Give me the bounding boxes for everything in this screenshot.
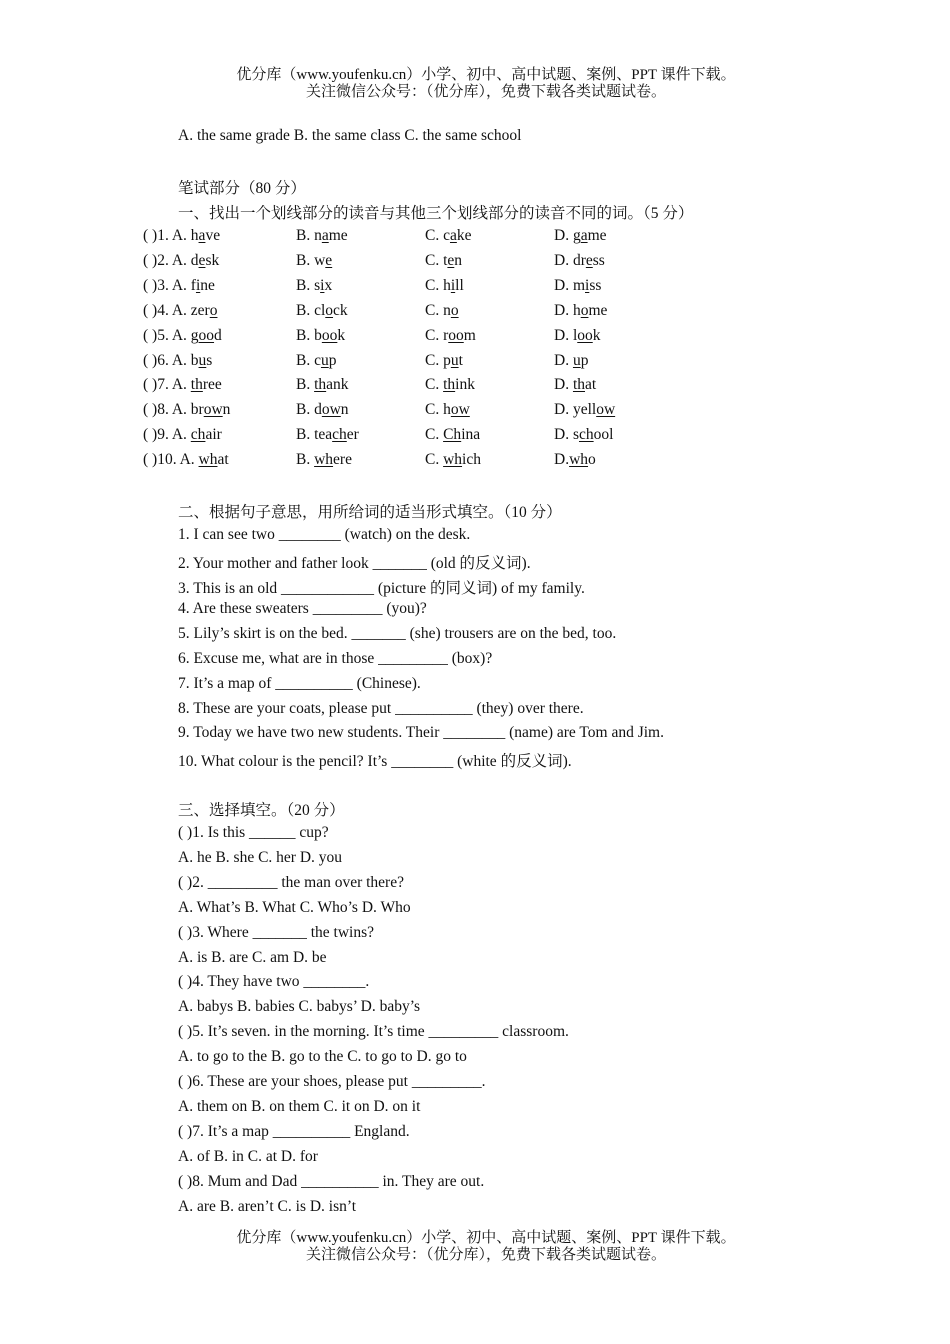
option-cell: D.who — [554, 451, 596, 469]
section1-title: 一、找出一个划线部分的读音与其他三个划线部分的读音不同的词。（5 分） — [178, 205, 694, 222]
underlined-segment: u — [320, 351, 329, 369]
question-row — [143, 302, 843, 326]
fill-in-item: 2. Your mother and father look _______ (old 的反义词). — [178, 554, 531, 572]
question-row — [143, 252, 843, 276]
fill-in-item: 9. Today we have two new students. Their ________ (name) are Tom and Jim. — [178, 724, 664, 742]
question-row — [143, 277, 843, 301]
header-line-2: 关注微信公众号：（优分库），免费下载各类试题试卷。 — [305, 84, 666, 100]
option-cell: D. game — [554, 227, 607, 244]
option-cell: C. cake — [425, 227, 472, 244]
option-cell: D. home — [554, 301, 608, 319]
option-cell: C. no — [425, 301, 459, 319]
option-cell: ( )1. A. have — [143, 227, 221, 244]
option-cell: D. up — [554, 351, 589, 369]
underlined-segment: i — [195, 276, 201, 294]
question-row — [143, 451, 843, 475]
fill-in-item: 8. These are your coats, please put __________ (they) over there. — [178, 699, 584, 717]
underlined-segment: e — [447, 251, 455, 269]
underlined-segment: wh — [569, 451, 589, 469]
option-cell: C. which — [425, 451, 481, 469]
choice-options: A. What’s B. What C. Who’s D. Who — [178, 898, 411, 916]
option-cell: C. how — [425, 401, 470, 419]
page-footer — [0, 1230, 950, 1264]
underlined-segment: u — [198, 351, 207, 369]
choice-options: A. he B. she C. her D. you — [178, 848, 343, 866]
fill-in-item: 4. Are these sweaters _________ (you)? — [178, 600, 427, 618]
underlined-segment: a — [321, 227, 329, 244]
underlined-segment: ow — [203, 401, 223, 419]
option-cell: B. thank — [296, 376, 349, 394]
option-cell: B. name — [296, 227, 348, 244]
underlined-segment: th — [443, 376, 456, 394]
option-cell: B. book — [296, 326, 346, 344]
option-cell: D. that — [554, 376, 597, 394]
option-cell: D. dress — [554, 251, 605, 269]
underlined-segment: o — [450, 301, 459, 319]
underlined-segment: ow — [321, 401, 341, 419]
choice-question: ( )3. Where _______ the twins? — [178, 923, 374, 941]
fill-in-item: 5. Lily’s skirt is on the bed. _______ (she) trousers are on the bed, too. — [178, 625, 617, 643]
option-cell: B. cup — [296, 351, 337, 369]
choice-question: ( )8. Mum and Dad __________ in. They are out. — [178, 1172, 485, 1190]
written-part-title: 笔试部分（80 分） — [178, 180, 306, 197]
underlined-segment: oo — [321, 326, 338, 344]
option-cell: D. look — [554, 326, 601, 344]
option-cell: ( )4. A. zero — [143, 301, 218, 319]
question-row — [143, 426, 843, 450]
underlined-segment: e — [198, 251, 206, 269]
question-row — [143, 401, 843, 425]
section2-title: 二、根据句子意思，用所给词的适当形式填空。（10 分） — [178, 504, 562, 521]
option-cell: ( )7. A. three — [143, 376, 222, 394]
underlined-segment: oo — [577, 326, 593, 344]
choice-question: ( )2. _________ the man over there? — [178, 873, 404, 891]
underlined-segment: a — [449, 227, 457, 244]
underlined-segment: i — [450, 276, 456, 294]
choice-question: ( )6. These are your shoes, please put _________. — [178, 1073, 486, 1090]
underlined-segment: i — [320, 276, 325, 294]
choice-options: A. babys B. babies C. babys’ D. baby’s — [178, 998, 421, 1016]
underlined-segment: o — [325, 301, 334, 319]
underlined-segment: o — [209, 301, 218, 319]
option-cell: B. clock — [296, 301, 348, 319]
underlined-segment: Ch — [443, 426, 462, 444]
fill-in-item: 1. I can see two ________ (watch) on the desk. — [178, 526, 471, 543]
option-cell: B. where — [296, 451, 352, 469]
page-header — [0, 67, 950, 101]
option-cell: ( )2. A. desk — [143, 251, 220, 269]
option-cell: ( )8. A. brown — [143, 401, 231, 419]
underlined-segment: ow — [596, 401, 616, 419]
option-cell: ( )9. A. chair — [143, 426, 222, 444]
underlined-segment: oo — [198, 326, 215, 344]
underlined-segment: th — [314, 376, 327, 394]
fill-in-item: 10. What colour is the pencil? It’s ________ (white 的反义词). — [178, 753, 572, 771]
option-cell: C. room — [425, 326, 476, 344]
underlined-segment: th — [190, 376, 203, 394]
underlined-segment: o — [580, 301, 589, 319]
header-line-1: 优分库（www.youfenku.cn）小学、初中、高中试题、案例、PPT 课件下载。 — [236, 67, 736, 83]
choice-question: ( )4. They have two ________. — [178, 973, 370, 991]
underlined-segment: wh — [314, 451, 334, 469]
choice-question: ( )5. It’s seven. in the morning. It’s time _________ classroom. — [178, 1023, 569, 1041]
option-cell: B. we — [296, 251, 333, 269]
footer-line-2: 关注微信公众号：（优分库），免费下载各类试题试卷。 — [305, 1247, 666, 1263]
underlined-segment: wh — [443, 451, 463, 469]
underlined-segment: u — [572, 351, 581, 369]
option-cell: B. down — [296, 401, 349, 419]
footer-line-1: 优分库（www.youfenku.cn）小学、初中、高中试题、案例、PPT 课件下载。 — [236, 1230, 736, 1246]
underlined-segment: i — [585, 276, 590, 294]
choice-options: A. is B. are C. am D. be — [178, 948, 327, 966]
underlined-segment: wh — [198, 451, 218, 469]
option-cell: ( )3. A. fine — [143, 276, 215, 294]
underlined-segment: a — [198, 227, 206, 244]
question-row — [143, 352, 843, 376]
underlined-segment: e — [325, 251, 333, 269]
previous-question-options: A. the same grade B. the same class C. the same school — [178, 127, 522, 144]
fill-in-item: 7. It’s a map of __________ (Chinese). — [178, 674, 421, 692]
underlined-segment: ow — [450, 401, 470, 419]
option-cell: ( )6. A. bus — [143, 351, 213, 369]
choice-options: A. them on B. on them C. it on D. on it — [178, 1097, 421, 1115]
underlined-segment: e — [585, 251, 593, 269]
underlined-segment: u — [450, 351, 459, 369]
option-cell: C. ten — [425, 251, 463, 269]
underlined-segment: ch — [190, 426, 206, 444]
option-cell: ( )10. A. what — [143, 451, 229, 469]
option-cell: C. China — [425, 426, 481, 444]
option-cell: D. yellow — [554, 401, 616, 419]
fill-in-item: 3. This is an old ____________ (picture 的同义词) of my family. — [178, 579, 585, 597]
choice-question: ( )1. Is this ______ cup? — [178, 824, 329, 841]
option-cell: D. school — [554, 426, 614, 444]
option-cell: C. put — [425, 351, 463, 369]
option-cell: B. six — [296, 276, 333, 294]
option-cell: D. miss — [554, 276, 602, 294]
choice-options: A. of B. in C. at D. for — [178, 1147, 318, 1165]
choice-options: A. are B. aren’t C. is D. isn’t — [178, 1197, 357, 1215]
question-row — [143, 227, 843, 251]
section3-title: 三、选择填空。（20 分） — [178, 802, 345, 819]
fill-in-item: 6. Excuse me, what are in those _________ (box)? — [178, 650, 493, 667]
underlined-segment: oo — [448, 326, 464, 344]
underlined-segment: ch — [578, 426, 594, 444]
underlined-segment: a — [580, 227, 588, 244]
question-row — [143, 376, 843, 400]
choice-question: ( )7. It’s a map __________ England. — [178, 1122, 410, 1140]
option-cell: C. hill — [425, 276, 464, 294]
question-row — [143, 327, 843, 351]
underlined-segment: ch — [332, 426, 347, 444]
option-cell: ( )5. A. good — [143, 326, 222, 344]
choice-options: A. to go to the B. go to the C. to go to D. go to — [178, 1048, 467, 1066]
option-cell: B. teacher — [296, 426, 359, 444]
option-cell: C. think — [425, 376, 475, 394]
underlined-segment: th — [572, 376, 586, 394]
